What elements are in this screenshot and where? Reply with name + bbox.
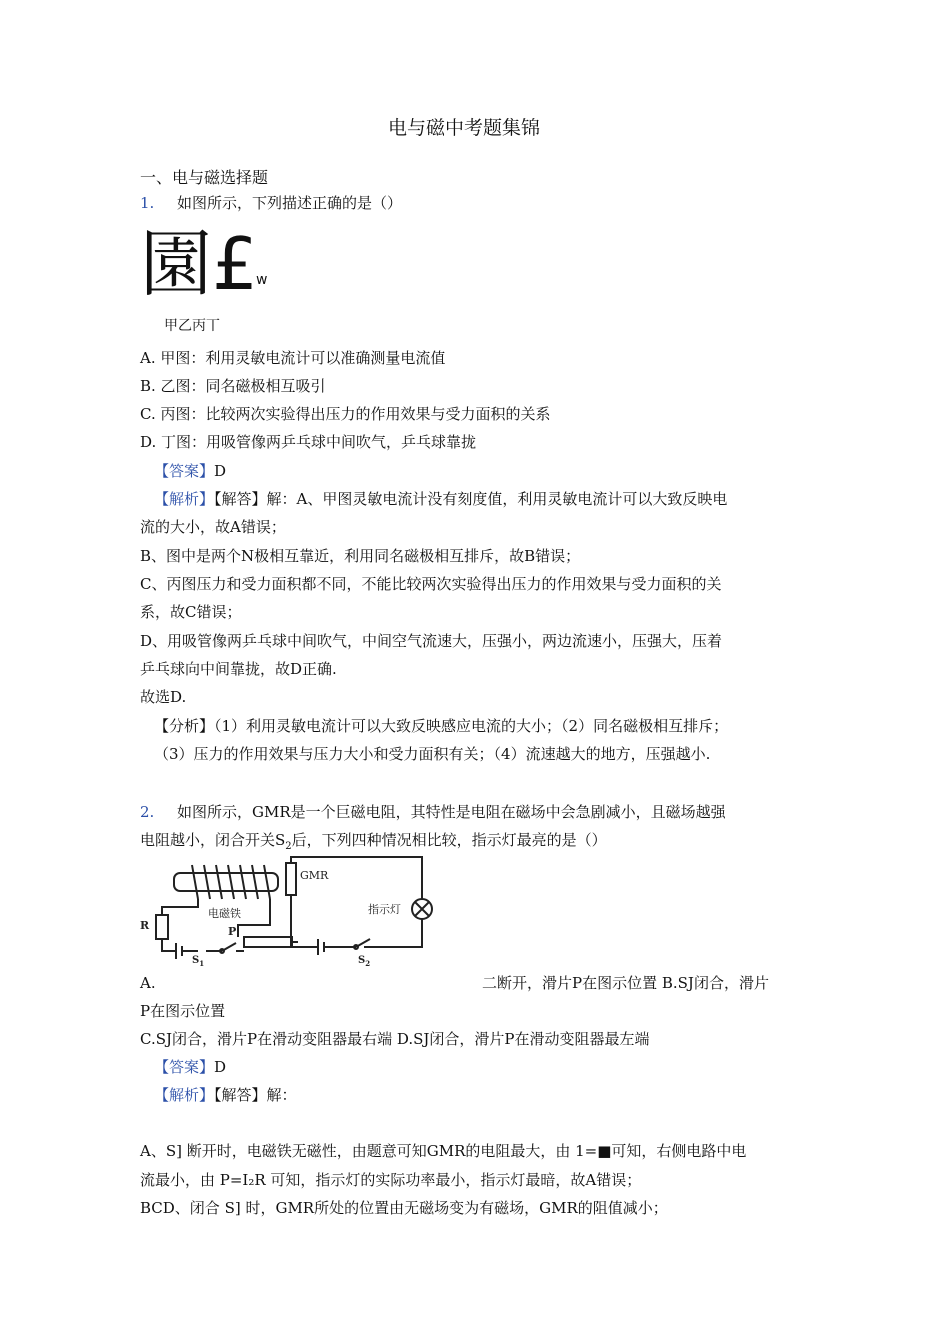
lamp-label: 指示灯	[368, 903, 401, 916]
q2-option-a: A.	[140, 974, 156, 992]
gmr-resistor	[286, 863, 296, 895]
q2-option-line-2: P在图示位置	[140, 1002, 226, 1020]
q1-option-a: A. 甲图：利用灵敏电流计可以准确测量电流值	[140, 349, 446, 367]
q1-answer-tag: 【答案】	[154, 462, 215, 480]
q1-number: 1.	[140, 194, 155, 212]
q1-analysis-text-1: 【解答】解：A、甲图灵敏电流计没有刻度值，利用灵敏电流计可以大致反映电	[214, 490, 728, 508]
q1-analysis-line-6: D、用吸管像两乒乓球中间吹气，中间空气流速大，压强小，两边流速小，压强大，压着	[140, 632, 723, 650]
q1-option-d: D. 丁图：用吸管像两乒乓球中间吹气，乒乓球靠拢	[140, 433, 477, 451]
q1-analysis-line-2: 流的大小，故A错误；	[140, 518, 286, 536]
p-label: P	[228, 925, 237, 938]
s2-label: $S_2$	[358, 955, 371, 967]
q1-option-c: C. 丙图：比较两次实验得出压力的作用效果与受力面积的关系	[140, 405, 551, 423]
q1-figure-caption: 甲乙丙丅	[164, 318, 220, 334]
q1-analysis-line-4: C、丙图压力和受力面积都不同，不能比较两次实验得出压力的作用效果与受力面积的关	[140, 575, 722, 593]
s1-label: $S_1$	[192, 955, 205, 967]
q2-circuit-diagram	[132, 855, 437, 967]
q2-analysis-line-2: 流最小，由 P=I₂R 可知，指示灯的实际功率最小，指示灯最暗，故A错误；	[140, 1171, 642, 1189]
q1-analysis-line-5: 系，故C错误；	[140, 603, 242, 621]
q1-option-b: B. 乙图：同名磁极相互吸引	[140, 377, 326, 395]
q2-analysis-tag: 【解析】	[154, 1086, 215, 1104]
rheostat	[244, 937, 292, 947]
q1-fenxi-line-2: （3）压力的作用效果与压力大小和受力面积有关；（4）流速越大的地方，压强越小.	[154, 745, 711, 763]
switch-s2-blade	[356, 939, 370, 947]
switch-s1-blade	[222, 943, 236, 951]
q2-analysis-head-text: 【解答】解：	[214, 1086, 297, 1104]
gmr-label: GMR	[300, 869, 329, 882]
q2-stem-part-2: 后，下列四种情况相比较，指示灯最亮的是（）	[291, 831, 607, 849]
q1-stem: 如图所示，下列描述正确的是（）	[177, 194, 403, 212]
resistor-r	[156, 915, 168, 939]
q1-figure-glyph-1: 園	[140, 222, 213, 306]
q2-stem-line-1: 如图所示，GMR是一个巨磁电阻，其特性是电阻在磁场中会急剧减小，且磁场越强	[177, 803, 726, 821]
q2-stem-line-2	[140, 830, 607, 857]
q1-analysis-line-8: 故选D.	[140, 688, 187, 706]
section-heading: 一、电与磁选择题	[140, 168, 269, 187]
q2-analysis-head	[154, 1085, 297, 1105]
q1-figure-glyph-2: £	[212, 222, 258, 306]
q1-answer-value: D	[214, 462, 227, 480]
q1-analysis-line-7: 乒乓球向中间靠拢，故D正确.	[140, 660, 337, 678]
q1-analysis-tag: 【解析】	[154, 490, 215, 508]
q2-answer-value: D	[214, 1058, 227, 1076]
core-label: 电磁铁	[208, 907, 241, 920]
r-label: R	[140, 919, 150, 932]
q1-figure-glyph-3: w	[256, 272, 268, 288]
electromagnet-core	[174, 873, 278, 891]
q2-stem-sub: 2	[285, 841, 292, 852]
q2-option-line-3: C.SJ闭合，滑片P在滑动变阻器最右端 D.SJ闭合，滑片P在滑动变阻器最左端	[140, 1030, 650, 1048]
q2-number: 2.	[140, 803, 155, 821]
page-title: 电与磁中考题集锦	[388, 117, 541, 139]
q1-analysis-line-3: B、图中是两个N极相互靠近，利用同名磁极相互排斥，故B错误；	[140, 547, 581, 565]
q2-answer	[154, 1057, 226, 1077]
q1-analysis-line-1	[154, 489, 727, 509]
q2-stem-part-1: 电阻越小，闭合开关S	[140, 831, 286, 849]
q2-analysis-line-3: BCD、闭合 S] 时，GMR所处的位置由无磁场变为有磁场，GMR的阻值减小；	[140, 1199, 668, 1217]
q2-option-a-rest: 二断开，滑片P在图示位置 B.SJ闭合，滑片	[482, 974, 769, 992]
q2-answer-tag: 【答案】	[154, 1058, 215, 1076]
q1-answer	[154, 461, 226, 481]
q2-analysis-line-1: A、S] 断开时，电磁铁无磁性，由题意可知GMR的电阻最大，由 1=■可知，右侧电路中电	[140, 1142, 747, 1160]
q1-fenxi-line-1: 【分析】（1）利用灵敏电流计可以大致反映感应电流的大小；（2）同名磁极相互排斥；	[154, 717, 729, 735]
